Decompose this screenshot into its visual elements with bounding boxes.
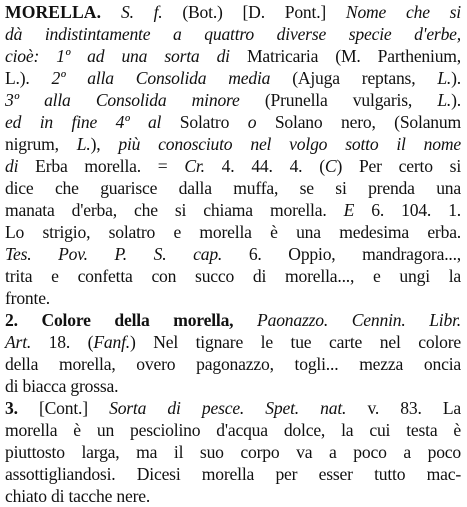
text-segment: ) Per certo si xyxy=(336,156,462,176)
text-segment: dice che guarisce dalla muffa, se si prenda una xyxy=(5,178,461,198)
entry-line xyxy=(5,331,461,353)
entry-line xyxy=(5,155,461,177)
text-segment: ) Nel tignare le tue carte nel colore xyxy=(129,332,461,352)
text-segment: ). xyxy=(451,90,461,110)
italic-segment: E xyxy=(343,200,355,220)
italic-segment: 3º alla Consolida minore xyxy=(5,90,240,110)
sense-label: 2. Colore della morella, xyxy=(5,310,234,330)
text-segment xyxy=(101,2,121,22)
italic-segment: Fanf. xyxy=(93,332,130,352)
text-segment: Lo strigio, solatro e morella è una medesima erba. xyxy=(5,222,461,242)
text-segment: ). xyxy=(451,68,461,88)
entry-line xyxy=(5,221,461,243)
text-segment: Solatro xyxy=(161,112,248,132)
italic-segment: Cr. xyxy=(184,156,205,176)
italic-segment: dà indistintamente a quattro diverse specie d'erbe, xyxy=(5,24,461,44)
text-segment: Erba morella. = xyxy=(18,156,185,176)
entry-line xyxy=(5,353,461,375)
headword: MORELLA. xyxy=(5,2,102,22)
italic-segment: di xyxy=(5,156,19,176)
italic-segment: S. f. xyxy=(120,2,163,22)
entry-line xyxy=(5,111,461,133)
text-segment: fronte. xyxy=(5,288,51,308)
sense-label: 3. xyxy=(5,398,18,418)
entry-line xyxy=(5,243,461,265)
text-segment: (Prunella vulgaris, xyxy=(239,90,438,110)
text-segment xyxy=(233,310,257,330)
text-segment: di biacca grossa. xyxy=(5,376,119,396)
entry-line xyxy=(5,133,461,155)
entry-line xyxy=(5,45,461,67)
text-segment: trita e confetta con succo di morella..., e ungi la xyxy=(5,266,461,286)
entry-line xyxy=(5,67,461,89)
text-segment: nigrum, xyxy=(5,134,77,154)
entry-line xyxy=(5,89,461,111)
italic-segment: Tes. Pov. P. S. cap. xyxy=(5,244,223,264)
text-segment: Matricaria (M. Parthenium, xyxy=(229,46,461,66)
italic-segment: L. xyxy=(437,90,452,110)
text-segment: chiato di tacche nere. xyxy=(5,486,151,506)
italic-segment: C xyxy=(324,156,337,176)
entry-line xyxy=(5,309,461,331)
entry-line xyxy=(5,23,461,45)
entry-line xyxy=(5,419,461,441)
text-segment: (Ajuga reptans, xyxy=(270,68,438,88)
entry-line xyxy=(5,177,461,199)
entry-line xyxy=(5,485,150,507)
italic-segment: Nome che si xyxy=(345,2,461,22)
text-segment: (Bot.) [D. Pont.] xyxy=(162,2,346,22)
text-segment: 4. 44. 4. ( xyxy=(204,156,325,176)
text-segment: v. 83. La xyxy=(346,398,461,418)
text-segment: [Cont.] xyxy=(17,398,110,418)
text-segment: manata d'erba, che si chiama morella. xyxy=(5,200,344,220)
italic-segment: o xyxy=(247,112,257,132)
text-segment: assottigliandosi. Dicesi morella per esser tutto mac- xyxy=(5,464,461,484)
entry-line xyxy=(5,199,461,221)
text-segment: 18. ( xyxy=(31,332,94,352)
text-segment: 6. Oppio, mandragora..., xyxy=(222,244,461,264)
entry-line xyxy=(5,441,461,463)
italic-segment: L. xyxy=(437,68,452,88)
text-segment: L.). xyxy=(5,68,52,88)
italic-segment: L. xyxy=(76,134,91,154)
entry-line xyxy=(5,287,50,309)
text-segment: piuttosto larga, ma il suo corpo va a poco a poco xyxy=(5,442,461,462)
entry-line xyxy=(5,463,461,485)
entry-line xyxy=(5,265,461,287)
entry-line xyxy=(5,375,118,397)
text-segment: ), xyxy=(90,134,119,154)
italic-segment: Paonazzo. Cennin. Libr. xyxy=(257,310,461,330)
italic-segment: cioè: 1º ad una sorta di xyxy=(5,46,230,66)
entry-line xyxy=(5,1,461,23)
text-segment: morella è un pesciolino d'acqua dolce, la cui testa è xyxy=(5,420,461,440)
entry-line xyxy=(5,397,461,419)
italic-segment: 2º alla Consolida media xyxy=(51,68,271,88)
italic-segment: Sorta di pesce. Spet. nat. xyxy=(109,398,347,418)
italic-segment: più conosciuto nel volgo sotto il nome xyxy=(118,134,461,154)
text-segment: della morella, overo pagonazzo, togli... mezza oncia xyxy=(5,354,461,374)
italic-segment: Art. xyxy=(5,332,32,352)
italic-segment: ed in fine 4º al xyxy=(5,112,162,132)
text-segment: Solano nero, (Solanum xyxy=(256,112,461,132)
text-segment: 6. 104. 1. xyxy=(354,200,461,220)
